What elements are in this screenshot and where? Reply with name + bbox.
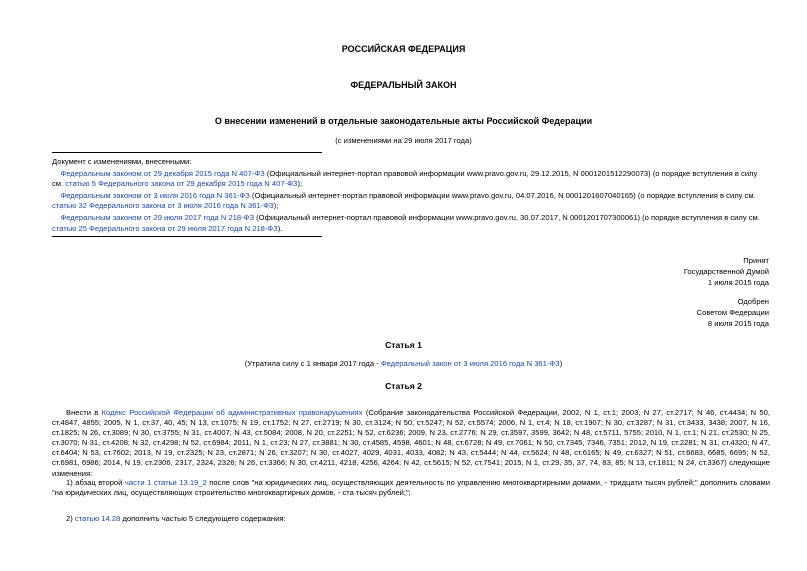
amendment-tail: ). xyxy=(277,223,283,233)
paragraph-text: дополнить частью 5 следующего содержания: xyxy=(120,514,286,523)
paragraph-text: (Собрание законодательства Российской Федерации, 2002, N 1, ст.1; 2003, N 27, ст.2717; N 46, ст.4434; N 50, ст.4847, 4855; 2005, N 1, ст.37, 40, 45; N 13, ст.1075; N 19, ст.1752; N 27, ст.2719; N 30, ст.3124; N 50, ст.5247; N 52, ст.5574; 2006, N 1, ст.4; N 18, ст.1907; N 30, ст.3287; N 31, ст.3433, 3438; 2007, N 16, ст.1825; N 26, ст.3089; N 30, ст.3755; N 31, ст.4007; N 43, ст.5084; 2008, N 20, ст.2251; N 52, ст.6236; 2009, N 23, ст.2776; N 29, ст.3597, 3599, 3642; N 48, ст.5711, 5755; 2010, N 1, ст.1; N 21, ст.2530; N 25, ст.3070; N 31, ст.4208; N 32, ст.4298; N 52, ст.6984; 2011, N 1, ст.23; N 27, ст.3881; N 30, ст.4585, 4598, 4601; N 48, ст.6728; N 49, ст.7061; N 50, ст.7345, 7346, 7351; 2012, N 19, ст.2281; N 31, ст.4320; N 47, ст.6404; N 53, ст.7602; 2013, N 19, ст.2325; N 23, ст.2871; N 26, ст.3207; N 30, ст.4027, 4029, 4031, 4033, 4082; N 43, ст.5444; N 44, ст.5624; N 48, ст.6165; N 49, ст.6327; N 51, ст.6683, 6685, 6695; N 52, ст.6981, 6986; 2014, N 19, ст.2306, 2317, 2324, 2326; N 26, ст.3366; N 30, ст.4211, 4218, 4256, 4264; N 42, ст.5615; N 52, ст.7541; 2015, N 1, ст.29, 35, 37, 74, 83, 85; N 13, ст.1811; N 24, ст.3367) следующие изменения: xyxy=(52,408,770,478)
law-type-heading: ФЕДЕРАЛЬНЫЙ ЗАКОН xyxy=(350,80,457,90)
amendments-intro: Документ с изменениями, внесенными: xyxy=(52,157,192,166)
paragraph-text: Внести в xyxy=(66,408,102,417)
amendment-article-link[interactable]: статью 25 Федерального закона от 29 июля 2017 года N 218-ФЗ xyxy=(52,223,278,233)
amendment-item xyxy=(52,169,770,189)
article-1-note-tail: ) xyxy=(559,359,563,368)
law-title: О внесении изменений в отдельные законодательные акты Российской Федерации xyxy=(214,116,593,126)
article-1-note-text: (Утратила силу с 1 января 2017 года - xyxy=(244,359,381,368)
amendment-link[interactable]: Федеральным законом от 29 декабря 2015 года N 407-ФЗ xyxy=(60,169,265,179)
article-2-paragraph-2 xyxy=(52,478,770,498)
amendment-tail: ); xyxy=(273,201,279,211)
amendment-link[interactable]: Федеральным законом от 3 июля 2016 года N 361-ФЗ xyxy=(60,191,250,201)
article-2-paragraph-1 xyxy=(52,408,770,479)
paragraph-text: после слов "на юридических лиц, осуществляющих деятельность по управлению многоквартирными домами, - тридцати тысяч рублей;" дополнить словами "на юридических лиц, осуществляющих строительство многоквартирных домов, - ста тысяч рублей;"; xyxy=(52,478,771,498)
paragraph-text: 2) xyxy=(66,514,75,523)
article-2-paragraph-3 xyxy=(52,514,770,524)
amendment-article-link[interactable]: статью 32 Федерального закона от 3 июля 2016 года N 361-ФЗ xyxy=(52,201,274,211)
approved-line: Советом Федерации xyxy=(696,308,769,318)
article-14-28-link[interactable]: статью 14.28 xyxy=(74,514,121,523)
adopted-block xyxy=(684,256,769,289)
article-1-note-link[interactable]: Федеральный закон от 3 июля 2016 года N 361-ФЗ xyxy=(380,359,560,368)
article-1-note xyxy=(0,359,807,369)
adopted-line: Принят xyxy=(743,256,769,265)
article-13-19-2-link[interactable]: части 1 статьи 13.19_2 xyxy=(124,478,207,487)
amendments-box xyxy=(52,157,770,236)
divider-bottom xyxy=(52,236,322,237)
adopted-line: Государственной Думой xyxy=(683,267,769,277)
divider-top xyxy=(52,152,322,153)
amendment-link[interactable]: Федеральным законом от 29 июля 2017 года N 218-ФЗ xyxy=(60,213,255,223)
adopted-date: 1 июля 2015 года xyxy=(707,278,769,288)
koap-link[interactable]: Кодекс Российской Федерации об административных правонарушениях xyxy=(101,408,363,417)
approved-line: Одобрен xyxy=(737,297,769,306)
amendment-item xyxy=(52,191,770,211)
country-heading: РОССИЙСКАЯ ФЕДЕРАЦИЯ xyxy=(341,44,466,54)
approved-block xyxy=(697,297,769,330)
amendment-tail: ); xyxy=(297,179,303,189)
amendment-text: (Официальный интернет-портал правовой информации www.pravo.gov.ru, 30.07.2017, N 0001201707300061) (о порядке вступления в силу см. xyxy=(254,213,760,223)
amendment-item xyxy=(52,213,770,233)
article-2-heading: Статья 2 xyxy=(385,381,422,391)
law-subtitle: (с изменениями на 29 июля 2017 года) xyxy=(335,136,472,145)
amendment-article-link[interactable]: статью 5 Федерального закона от 29 декабря 2015 года N 407-ФЗ xyxy=(65,179,298,189)
amendment-text: (Официальный интернет-портал правовой информации www.pravo.gov.ru, 29.12.2015, N 0001201512290073) (о порядке вступления в силу см. xyxy=(52,169,758,189)
amendment-text: (Официальный интернет-портал правовой информации www.pravo.gov.ru, 04.07.2016, N 0001201607040165) (о порядке вступления в силу см. xyxy=(249,191,756,201)
article-1-heading: Статья 1 xyxy=(385,340,422,350)
paragraph-text: 1) абзац второй xyxy=(66,478,125,487)
approved-date: 8 июля 2015 года xyxy=(707,319,769,329)
